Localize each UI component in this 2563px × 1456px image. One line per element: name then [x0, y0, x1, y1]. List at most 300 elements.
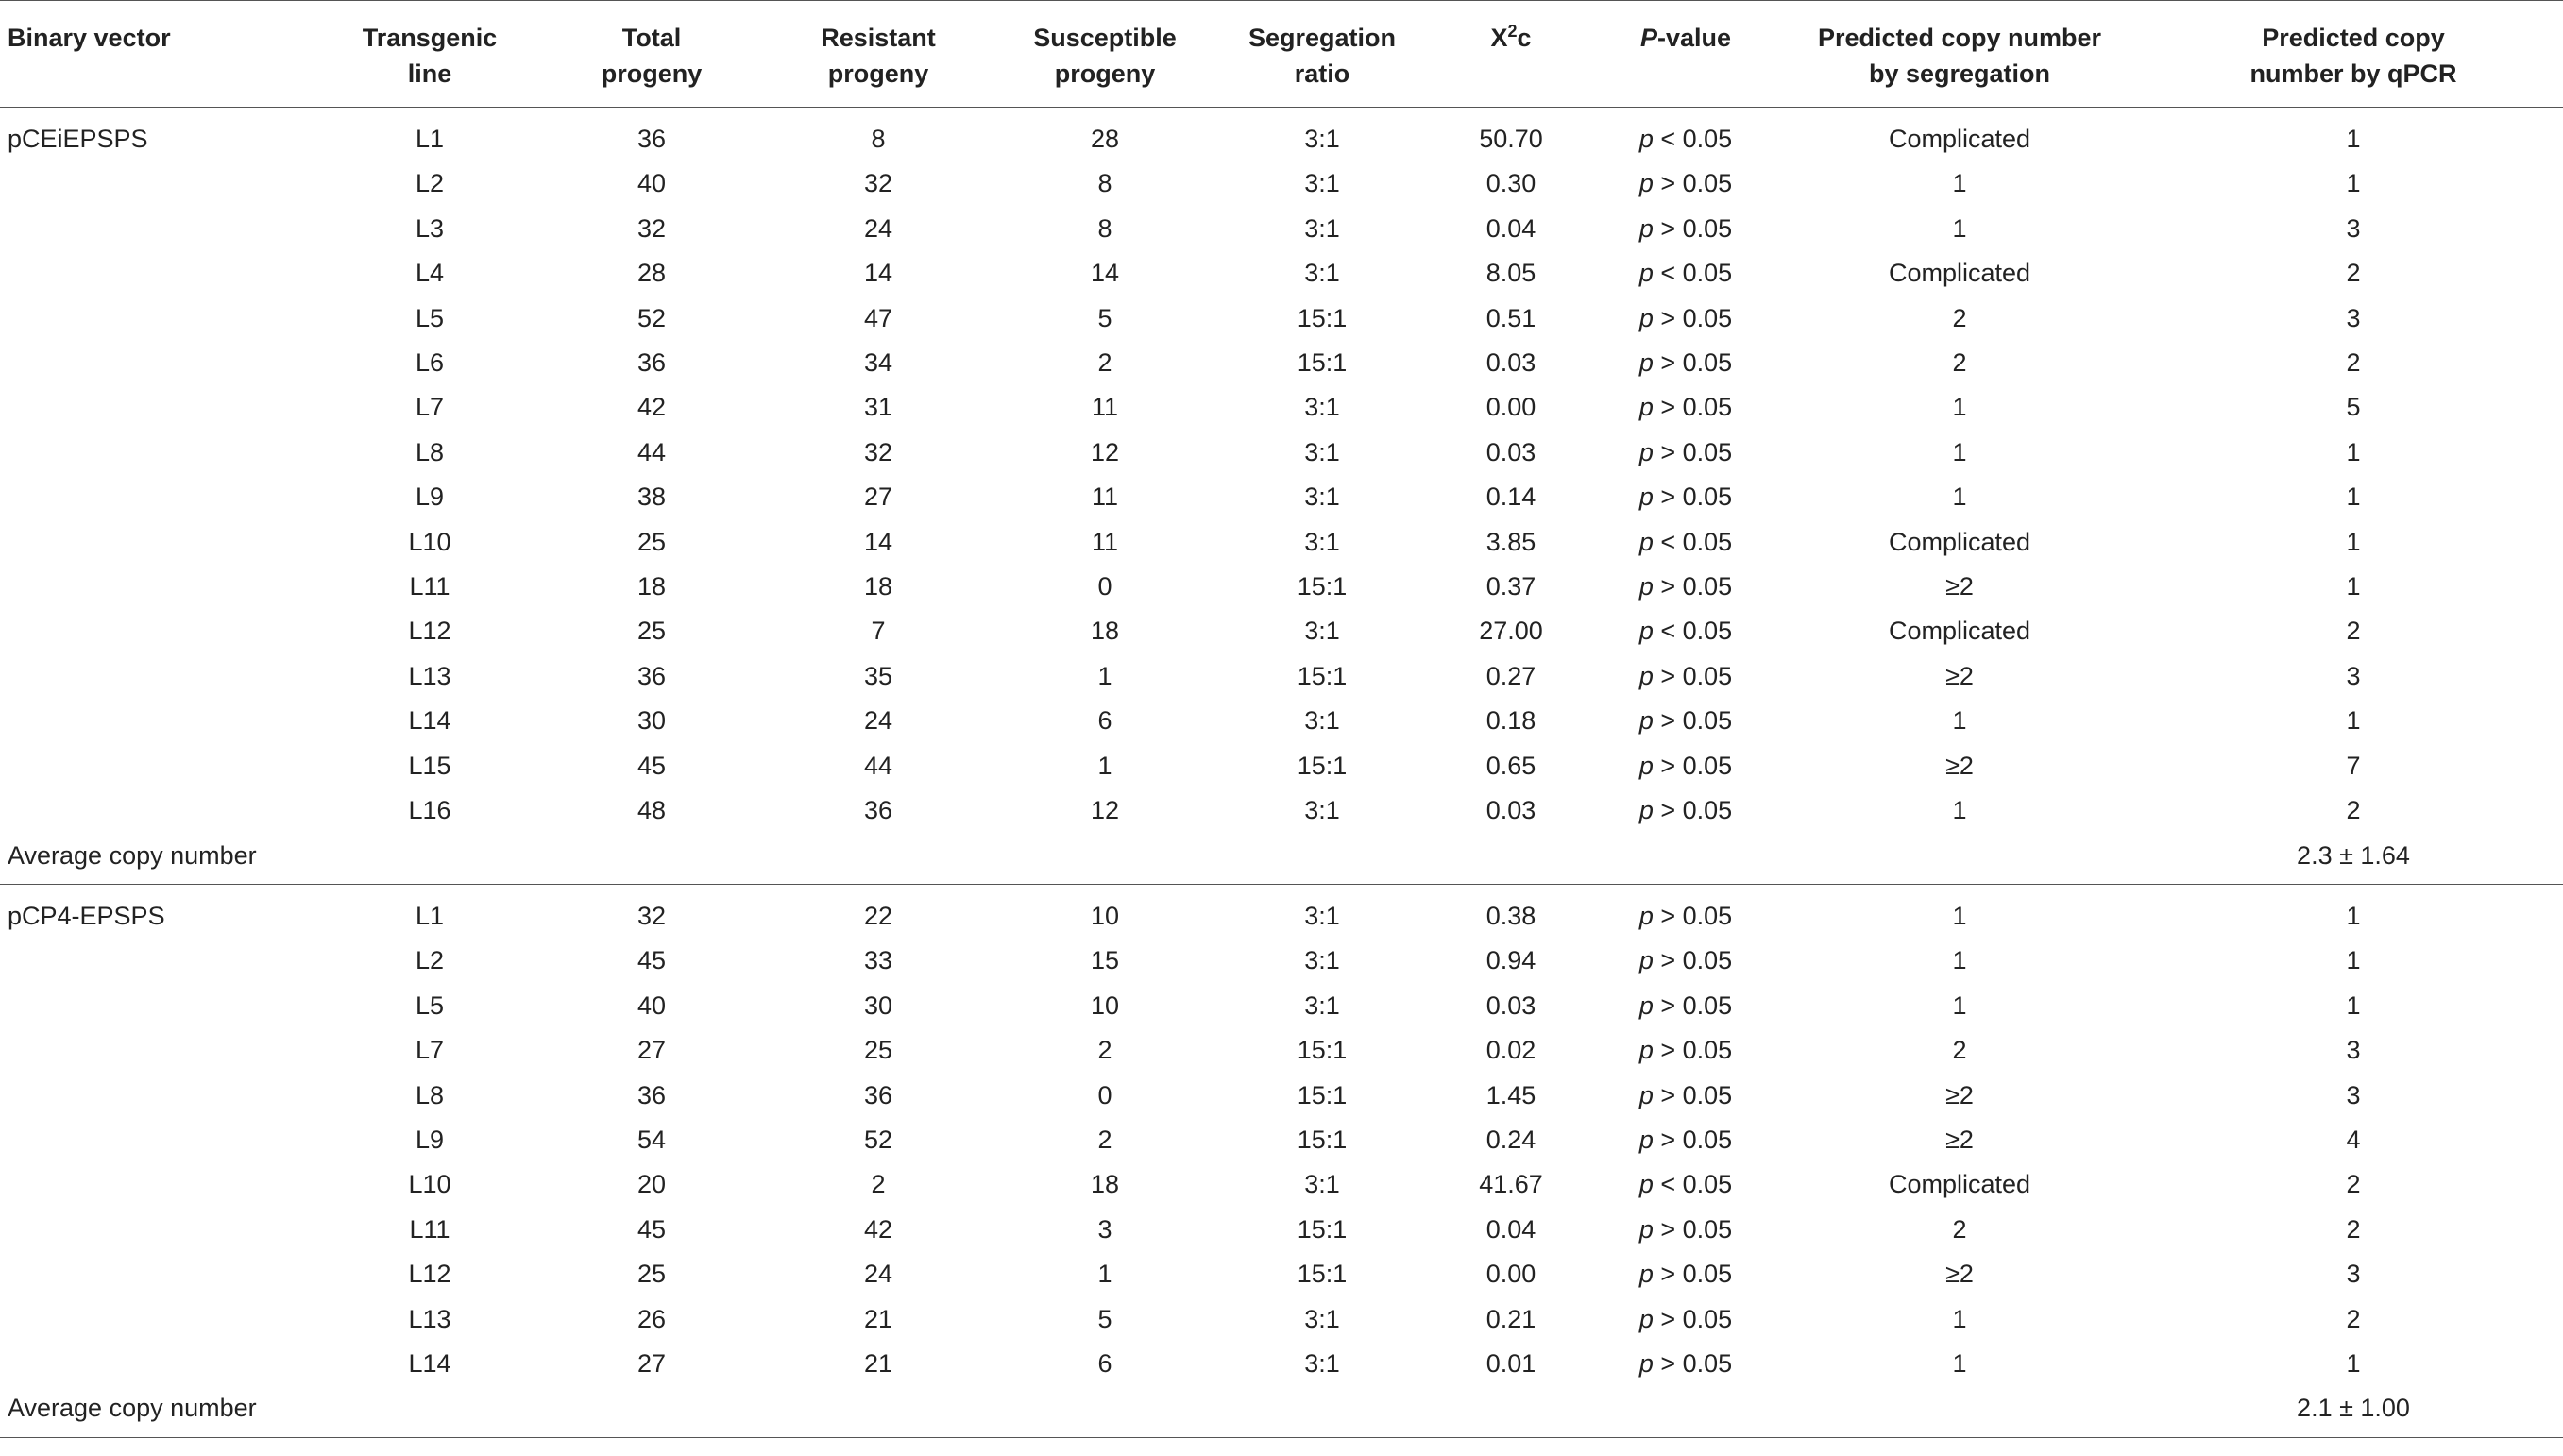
cell-predicted-seg: Complicated — [1888, 527, 2031, 556]
cell-segregation-ratio: 3:1 — [1304, 259, 1340, 288]
cell-total-progeny: 25 — [637, 617, 667, 646]
table-row — [0, 1342, 2563, 1386]
cell-line: L13 — [408, 1304, 451, 1333]
cell-predicted-qpcr: 5 — [2346, 393, 2361, 422]
cell-line: L6 — [415, 348, 445, 378]
cell-chi-square: 0.65 — [1485, 751, 1536, 780]
header-row — [0, 1, 2563, 108]
table-row — [0, 744, 2563, 788]
cell-predicted-qpcr: 1 — [2346, 483, 2361, 512]
table-row — [0, 565, 2563, 609]
header-total-progeny-1: Total — [621, 24, 682, 52]
cell-predicted-qpcr: 2 — [2346, 348, 2361, 378]
cell-predicted-qpcr: 1 — [2346, 125, 2361, 153]
cell-resistant-progeny: 33 — [863, 946, 893, 975]
average-value: 2.3 ± 1.64 — [2144, 834, 2563, 885]
cell-resistant-progeny: 21 — [863, 1304, 893, 1333]
cell-predicted-seg: 1 — [1952, 796, 1967, 825]
cell-p-value — [1596, 788, 1775, 833]
header-transgenic-line-1: Transgenic — [362, 24, 498, 52]
p-symbol: p — [1638, 393, 1654, 422]
header-susceptible-progeny — [992, 1, 1218, 108]
cell-line: L11 — [409, 572, 450, 601]
cell-binary-vector — [0, 654, 321, 699]
p-symbol: p — [1638, 1080, 1654, 1109]
cell-chi-square: 27.00 — [1479, 617, 1543, 646]
cell-susceptible-progeny: 0 — [1097, 1080, 1112, 1109]
cell-binary-vector — [0, 520, 321, 565]
p-comparison: > 0.05 — [1660, 706, 1733, 736]
cell-resistant-progeny: 24 — [863, 1260, 893, 1289]
cell-predicted-seg: Complicated — [1888, 617, 2031, 646]
cell-line: L16 — [408, 796, 451, 825]
cell-p-value — [1596, 1074, 1775, 1118]
p-symbol: p — [1638, 661, 1654, 690]
cell-p-value — [1596, 341, 1775, 385]
cell-resistant-progeny: 36 — [863, 1080, 893, 1109]
average-value: 2.1 ± 1.00 — [2144, 1386, 2563, 1437]
table-row — [0, 207, 2563, 251]
cell-p-value — [1596, 609, 1775, 653]
p-comparison: > 0.05 — [1660, 1348, 1733, 1378]
table-row — [0, 984, 2563, 1028]
cell-susceptible-progeny: 11 — [1091, 483, 1119, 512]
cell-segregation-ratio: 3:1 — [1304, 1170, 1340, 1199]
cell-susceptible-progeny: 2 — [1097, 1036, 1112, 1065]
cell-segregation-ratio: 15:1 — [1297, 303, 1348, 332]
p-symbol: p — [1638, 990, 1654, 1020]
cell-resistant-progeny: 35 — [863, 661, 893, 690]
cell-p-value — [1596, 431, 1775, 475]
cell-p-value — [1596, 1118, 1775, 1162]
p-comparison: > 0.05 — [1660, 990, 1733, 1020]
cell-total-progeny: 27 — [637, 1348, 667, 1378]
cell-segregation-ratio: 3:1 — [1304, 901, 1340, 930]
cell-segregation-ratio: 3:1 — [1304, 169, 1340, 198]
cell-susceptible-progeny: 3 — [1097, 1214, 1112, 1244]
cell-chi-square: 41.67 — [1479, 1170, 1543, 1199]
cell-p-value — [1596, 108, 1775, 162]
table-row — [0, 251, 2563, 296]
cell-chi-square: 3.85 — [1485, 527, 1536, 556]
cell-predicted-seg: 1 — [1952, 393, 1967, 422]
cell-resistant-progeny: 21 — [863, 1348, 893, 1378]
p-symbol: p — [1638, 1214, 1654, 1244]
cell-resistant-progeny: 27 — [863, 483, 893, 512]
p-comparison: < 0.05 — [1660, 1170, 1733, 1199]
cell-p-value — [1596, 1028, 1775, 1073]
cell-susceptible-progeny: 0 — [1097, 572, 1112, 601]
cell-predicted-qpcr: 7 — [2346, 751, 2361, 780]
p-symbol: p — [1638, 303, 1654, 332]
cell-susceptible-progeny: 1 — [1097, 751, 1112, 780]
cell-segregation-ratio: 15:1 — [1297, 1080, 1348, 1109]
cell-resistant-progeny: 31 — [863, 393, 893, 422]
header-susceptible-progeny-2: progeny — [1054, 59, 1156, 88]
table-row — [0, 939, 2563, 983]
cell-binary-vector — [0, 984, 321, 1028]
cell-susceptible-progeny: 8 — [1097, 213, 1112, 243]
header-predicted-qpcr-1: Predicted copy — [2262, 24, 2445, 52]
table-row — [0, 296, 2563, 341]
cell-resistant-progeny: 8 — [871, 125, 886, 153]
cell-chi-square: 0.03 — [1485, 990, 1536, 1020]
cell-segregation-ratio: 15:1 — [1297, 1260, 1348, 1289]
cell-chi-square: 0.01 — [1485, 1348, 1536, 1378]
cell-p-value — [1596, 161, 1775, 206]
cell-susceptible-progeny: 10 — [1090, 901, 1120, 930]
table-row — [0, 341, 2563, 385]
table-row — [0, 884, 2563, 939]
table-row — [0, 654, 2563, 699]
cell-segregation-ratio: 15:1 — [1297, 572, 1348, 601]
cell-predicted-qpcr: 2 — [2346, 617, 2361, 646]
cell-binary-vector — [0, 251, 321, 296]
cell-line: L5 — [415, 303, 445, 332]
cell-chi-square: 0.38 — [1485, 901, 1536, 930]
cell-total-progeny: 26 — [637, 1304, 667, 1333]
cell-predicted-qpcr: 2 — [2346, 1170, 2361, 1199]
cell-p-value — [1596, 475, 1775, 519]
cell-binary-vector — [0, 699, 321, 743]
cell-predicted-seg: ≥2 — [1945, 661, 1974, 690]
header-p-value-rest: -value — [1656, 24, 1732, 52]
cell-susceptible-progeny: 10 — [1090, 990, 1120, 1020]
cell-resistant-progeny: 42 — [863, 1214, 893, 1244]
cell-line: L8 — [415, 437, 445, 466]
cell-p-value — [1596, 1342, 1775, 1386]
p-comparison: > 0.05 — [1660, 1304, 1733, 1333]
cell-total-progeny: 42 — [637, 393, 667, 422]
cell-predicted-seg: 1 — [1952, 483, 1967, 512]
header-resistant-progeny-1: Resistant — [821, 24, 936, 52]
cell-resistant-progeny: 2 — [871, 1170, 886, 1199]
cell-binary-vector — [0, 1028, 321, 1073]
header-total-progeny — [538, 1, 765, 108]
cell-binary-vector: pCP4-EPSPS — [8, 901, 165, 930]
p-comparison: > 0.05 — [1660, 437, 1733, 466]
cell-line: L1 — [415, 125, 445, 153]
cell-resistant-progeny: 24 — [863, 706, 893, 736]
cell-line: L8 — [415, 1080, 445, 1109]
cell-predicted-qpcr: 2 — [2346, 1214, 2361, 1244]
cell-line: L14 — [408, 1348, 451, 1378]
cell-predicted-qpcr: 1 — [2346, 901, 2361, 930]
p-comparison: > 0.05 — [1660, 348, 1733, 378]
p-symbol: p — [1638, 348, 1654, 378]
cell-chi-square: 0.03 — [1485, 796, 1536, 825]
header-segregation-ratio-2: ratio — [1294, 59, 1350, 88]
cell-susceptible-progeny: 2 — [1097, 1125, 1112, 1154]
cell-predicted-qpcr: 1 — [2346, 1348, 2361, 1378]
p-comparison: > 0.05 — [1660, 751, 1733, 780]
header-chi-square — [1426, 1, 1596, 108]
cell-predicted-qpcr: 3 — [2346, 303, 2361, 332]
p-comparison: > 0.05 — [1660, 1260, 1733, 1289]
cell-binary-vector — [0, 296, 321, 341]
average-row — [0, 1386, 2563, 1437]
cell-binary-vector — [0, 385, 321, 430]
cell-predicted-seg: 1 — [1952, 901, 1967, 930]
cell-p-value — [1596, 744, 1775, 788]
cell-total-progeny: 32 — [637, 213, 667, 243]
cell-segregation-ratio: 15:1 — [1297, 1036, 1348, 1065]
cell-total-progeny: 27 — [637, 1036, 667, 1065]
cell-binary-vector — [0, 939, 321, 983]
p-comparison: > 0.05 — [1660, 483, 1733, 512]
p-comparison: < 0.05 — [1660, 259, 1733, 288]
table-row — [0, 699, 2563, 743]
cell-predicted-qpcr: 3 — [2346, 1080, 2361, 1109]
cell-segregation-ratio: 3:1 — [1304, 706, 1340, 736]
cell-predicted-seg: 2 — [1952, 1036, 1967, 1065]
cell-p-value — [1596, 1162, 1775, 1207]
cell-line: L2 — [415, 946, 445, 975]
header-chi-square-tail: c — [1517, 24, 1532, 52]
p-comparison: > 0.05 — [1660, 946, 1733, 975]
header-predicted-seg-1: Predicted copy number — [1817, 24, 2102, 52]
cell-susceptible-progeny: 6 — [1097, 706, 1112, 736]
cell-total-progeny: 30 — [637, 706, 667, 736]
table-row — [0, 788, 2563, 833]
cell-susceptible-progeny: 11 — [1091, 393, 1119, 422]
p-comparison: > 0.05 — [1660, 572, 1733, 601]
cell-susceptible-progeny: 28 — [1090, 125, 1120, 153]
cell-binary-vector — [0, 431, 321, 475]
cell-predicted-seg: 1 — [1952, 1348, 1967, 1378]
cell-line: L10 — [408, 527, 451, 556]
cell-line: L12 — [408, 1260, 451, 1289]
cell-resistant-progeny: 30 — [863, 990, 893, 1020]
table-row — [0, 1208, 2563, 1252]
table-row — [0, 385, 2563, 430]
cell-resistant-progeny: 18 — [863, 572, 893, 601]
p-comparison: > 0.05 — [1660, 1214, 1733, 1244]
p-symbol: p — [1638, 483, 1654, 512]
p-comparison: > 0.05 — [1660, 1125, 1733, 1154]
p-symbol: p — [1638, 527, 1654, 556]
cell-resistant-progeny: 34 — [863, 348, 893, 378]
cell-p-value — [1596, 296, 1775, 341]
cell-binary-vector — [0, 1118, 321, 1162]
cell-p-value — [1596, 385, 1775, 430]
cell-predicted-qpcr: 2 — [2346, 1304, 2361, 1333]
cell-binary-vector — [0, 341, 321, 385]
p-comparison: > 0.05 — [1660, 169, 1733, 198]
cell-resistant-progeny: 36 — [863, 796, 893, 825]
cell-segregation-ratio: 3:1 — [1304, 483, 1340, 512]
p-comparison: > 0.05 — [1660, 661, 1733, 690]
cell-p-value — [1596, 654, 1775, 699]
cell-susceptible-progeny: 5 — [1097, 303, 1112, 332]
cell-chi-square: 50.70 — [1479, 125, 1543, 153]
table-row — [0, 1118, 2563, 1162]
p-symbol: p — [1638, 1304, 1654, 1333]
cell-predicted-qpcr: 3 — [2346, 661, 2361, 690]
cell-chi-square: 0.03 — [1485, 348, 1536, 378]
cell-chi-square: 0.51 — [1485, 303, 1536, 332]
cell-chi-square: 0.18 — [1485, 706, 1536, 736]
cell-resistant-progeny: 24 — [863, 213, 893, 243]
cell-predicted-qpcr: 2 — [2346, 796, 2361, 825]
cell-susceptible-progeny: 11 — [1091, 527, 1119, 556]
cell-predicted-seg: 1 — [1952, 437, 1967, 466]
cell-total-progeny: 36 — [637, 125, 667, 153]
cell-segregation-ratio: 3:1 — [1304, 1304, 1340, 1333]
cell-predicted-seg: 2 — [1952, 1214, 1967, 1244]
cell-total-progeny: 44 — [637, 437, 667, 466]
cell-line: L11 — [409, 1214, 450, 1244]
cell-binary-vector — [0, 1162, 321, 1207]
cell-total-progeny: 36 — [637, 661, 667, 690]
cell-resistant-progeny: 32 — [863, 169, 893, 198]
p-symbol: p — [1638, 1348, 1654, 1378]
cell-susceptible-progeny: 18 — [1090, 1170, 1120, 1199]
cell-total-progeny: 48 — [637, 796, 667, 825]
cell-predicted-qpcr: 1 — [2346, 169, 2361, 198]
header-susceptible-progeny-1: Susceptible — [1033, 24, 1177, 52]
cell-binary-vector — [0, 1074, 321, 1118]
cell-p-value — [1596, 565, 1775, 609]
cell-susceptible-progeny: 15 — [1090, 946, 1120, 975]
cell-chi-square: 8.05 — [1485, 259, 1536, 288]
cell-predicted-qpcr: 1 — [2346, 706, 2361, 736]
cell-p-value — [1596, 1297, 1775, 1342]
cell-total-progeny: 25 — [637, 1260, 667, 1289]
header-binary-vector: Binary vector — [0, 1, 321, 108]
p-symbol: p — [1638, 1260, 1654, 1289]
cell-resistant-progeny: 47 — [863, 303, 893, 332]
cell-p-value — [1596, 1208, 1775, 1252]
cell-binary-vector — [0, 1208, 321, 1252]
cell-segregation-ratio: 3:1 — [1304, 617, 1340, 646]
cell-predicted-seg: 1 — [1952, 1304, 1967, 1333]
cell-resistant-progeny: 14 — [863, 259, 893, 288]
cell-predicted-qpcr: 3 — [2346, 1036, 2361, 1065]
cell-chi-square: 0.00 — [1485, 1260, 1536, 1289]
cell-predicted-seg: 1 — [1952, 946, 1967, 975]
cell-segregation-ratio: 3:1 — [1304, 213, 1340, 243]
cell-p-value — [1596, 207, 1775, 251]
header-chi-square-base: X — [1490, 24, 1508, 52]
table-row — [0, 161, 2563, 206]
p-comparison: > 0.05 — [1660, 1080, 1733, 1109]
cell-susceptible-progeny: 5 — [1097, 1304, 1112, 1333]
cell-predicted-seg: 2 — [1952, 348, 1967, 378]
cell-binary-vector — [0, 565, 321, 609]
cell-chi-square: 0.14 — [1485, 483, 1536, 512]
cell-susceptible-progeny: 18 — [1090, 617, 1120, 646]
cell-p-value — [1596, 939, 1775, 983]
header-resistant-progeny-2: progeny — [827, 59, 929, 88]
cell-total-progeny: 38 — [637, 483, 667, 512]
cell-total-progeny: 45 — [637, 946, 667, 975]
cell-chi-square: 0.04 — [1485, 213, 1536, 243]
cell-line: L14 — [408, 706, 451, 736]
cell-total-progeny: 36 — [637, 348, 667, 378]
cell-total-progeny: 25 — [637, 527, 667, 556]
p-symbol: p — [1638, 706, 1654, 736]
cell-line: L1 — [415, 901, 445, 930]
p-symbol: p — [1638, 617, 1654, 646]
p-symbol: p — [1638, 1170, 1654, 1199]
cell-line: L3 — [415, 213, 445, 243]
cell-susceptible-progeny: 1 — [1097, 661, 1112, 690]
cell-chi-square: 0.37 — [1485, 572, 1536, 601]
p-comparison: > 0.05 — [1660, 796, 1733, 825]
table-row — [0, 1074, 2563, 1118]
cell-chi-square: 0.03 — [1485, 437, 1536, 466]
table-row — [0, 520, 2563, 565]
cell-segregation-ratio: 15:1 — [1297, 348, 1348, 378]
cell-predicted-seg: ≥2 — [1945, 1125, 1974, 1154]
p-comparison: < 0.05 — [1660, 125, 1733, 153]
cell-p-value — [1596, 984, 1775, 1028]
cell-predicted-qpcr: 4 — [2346, 1125, 2361, 1154]
cell-predicted-qpcr: 3 — [2346, 213, 2361, 243]
cell-chi-square: 0.02 — [1485, 1036, 1536, 1065]
cell-line: L13 — [408, 661, 451, 690]
cell-resistant-progeny: 44 — [863, 751, 893, 780]
header-segregation-ratio-1: Segregation — [1248, 24, 1397, 52]
cell-segregation-ratio: 3:1 — [1304, 527, 1340, 556]
cell-total-progeny: 45 — [637, 751, 667, 780]
cell-total-progeny: 40 — [637, 990, 667, 1020]
average-label: Average copy number — [0, 1386, 2144, 1437]
cell-predicted-seg: ≥2 — [1945, 1260, 1974, 1289]
header-predicted-qpcr — [2144, 1, 2563, 108]
cell-p-value — [1596, 520, 1775, 565]
cell-susceptible-progeny: 12 — [1090, 437, 1120, 466]
p-symbol: p — [1638, 572, 1654, 601]
cell-total-progeny: 28 — [637, 259, 667, 288]
cell-predicted-qpcr: 1 — [2346, 572, 2361, 601]
cell-p-value — [1596, 699, 1775, 743]
cell-susceptible-progeny: 1 — [1097, 1260, 1112, 1289]
cell-susceptible-progeny: 12 — [1090, 796, 1120, 825]
header-transgenic-line — [321, 1, 538, 108]
header-predicted-seg — [1775, 1, 2144, 108]
cell-binary-vector — [0, 1342, 321, 1386]
table-row — [0, 1162, 2563, 1207]
p-comparison: > 0.05 — [1660, 1036, 1733, 1065]
header-predicted-seg-2: by segregation — [1868, 59, 2051, 88]
p-comparison: > 0.05 — [1660, 213, 1733, 243]
cell-predicted-qpcr: 3 — [2346, 1260, 2361, 1289]
header-p-value — [1596, 1, 1775, 108]
cell-binary-vector — [0, 475, 321, 519]
header-transgenic-line-2: line — [407, 59, 452, 88]
cell-susceptible-progeny: 14 — [1090, 259, 1120, 288]
table-row — [0, 609, 2563, 653]
p-symbol: p — [1638, 213, 1654, 243]
cell-line: L7 — [415, 1036, 445, 1065]
cell-segregation-ratio: 3:1 — [1304, 125, 1340, 153]
cell-p-value — [1596, 884, 1775, 939]
cell-segregation-ratio: 3:1 — [1304, 393, 1340, 422]
p-symbol: p — [1638, 125, 1654, 153]
cell-total-progeny: 52 — [637, 303, 667, 332]
cell-predicted-seg: 1 — [1952, 706, 1967, 736]
cell-line: L9 — [415, 483, 445, 512]
header-resistant-progeny — [765, 1, 992, 108]
table-body — [0, 108, 2563, 1438]
cell-line: L9 — [415, 1125, 445, 1154]
p-symbol: p — [1638, 259, 1654, 288]
p-comparison: > 0.05 — [1660, 393, 1733, 422]
cell-total-progeny: 45 — [637, 1214, 667, 1244]
table-row — [0, 475, 2563, 519]
